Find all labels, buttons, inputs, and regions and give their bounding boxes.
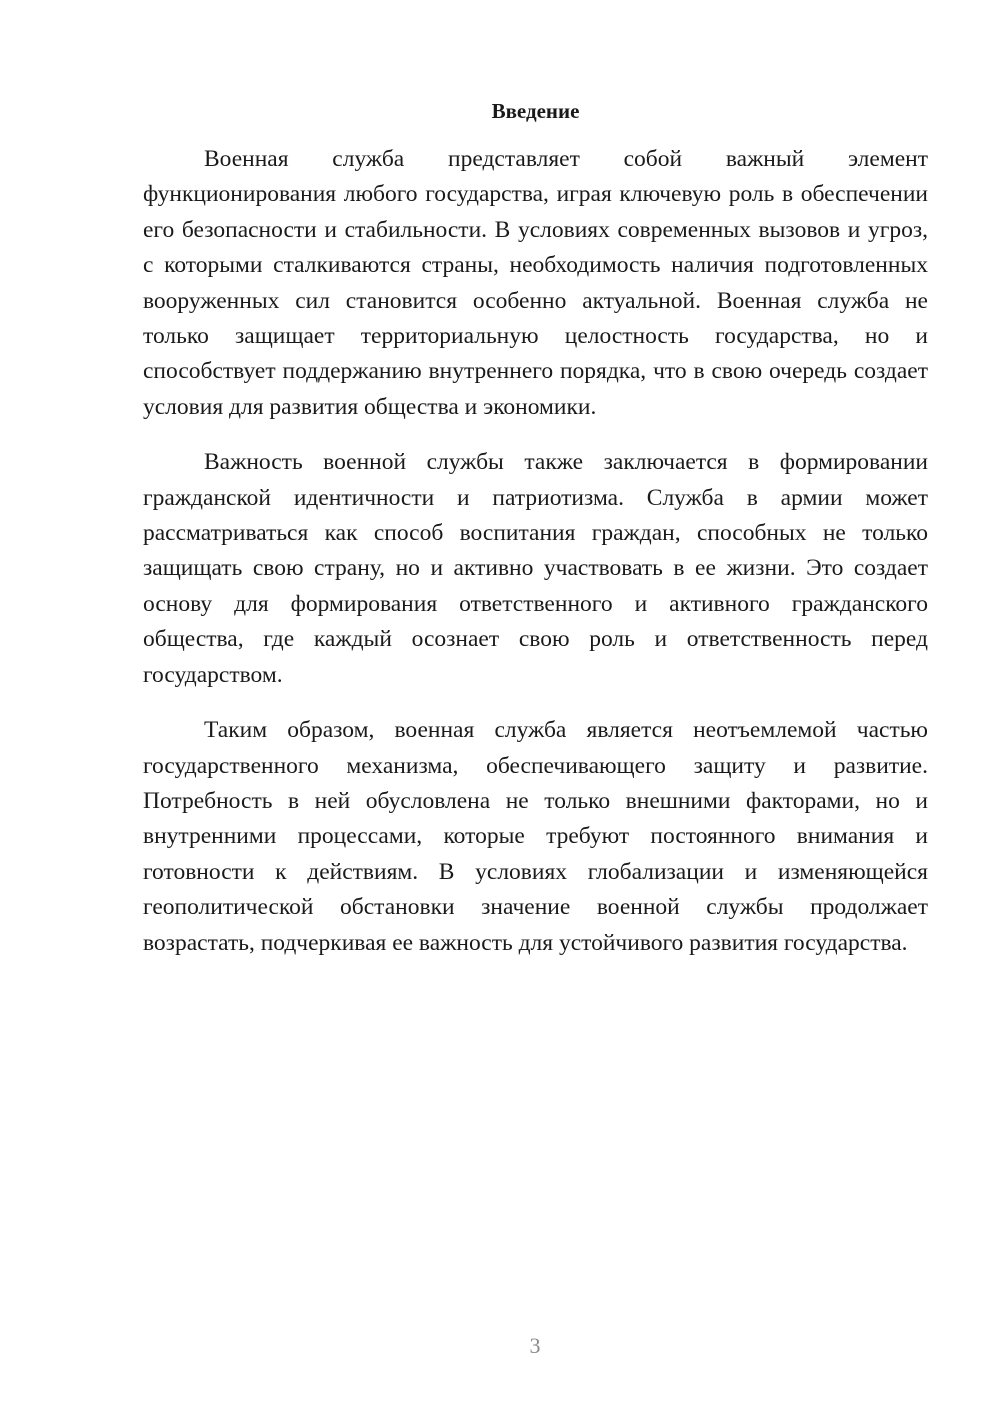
paragraph-3: Таким образом, военная служба является неотъемлемой частью государственного механизма, обеспечивающего защиту и развитие. Потребность в ней обусловлена не только внешними факторами, но и внутренними процессами, которые требуют постоянного внимания и готовности к действиям. В условиях глобализации и изменяющейся геополитической обстановки значение военной службы продолжает возрастать, подчеркивая ее важность для устойчивого развития государства. bbox=[143, 717, 928, 956]
body-text bbox=[143, 142, 928, 961]
paragraph-1: Военная служба представляет собой важный элемент функционирования любого государства, играя ключевую роль в обеспечении его безопасности и стабильности. В условиях современных вызовов и угроз, с которыми сталкиваются страны, необходимость наличия подготовленных вооруженных сил становится особенно актуальной. Военная служба не только защищает территориальную целостность государства, но и способствует поддержанию внутреннего порядка, что в свою очередь создает условия для развития общества и экономики. bbox=[143, 146, 928, 420]
section-title: Введение bbox=[491, 99, 580, 123]
paragraph-2: Важность военной службы также заключается в формировании гражданской идентичности и патриотизма. Служба в армии может рассматриваться как способ воспитания граждан, способных не только защищать свою страну, но и активно участвовать в ее жизни. Это создает основу для формирования ответственного и активного гражданского общества, где каждый осознает свою роль и ответственность перед государством. bbox=[143, 449, 928, 688]
page-number: 3 bbox=[529, 1333, 541, 1358]
